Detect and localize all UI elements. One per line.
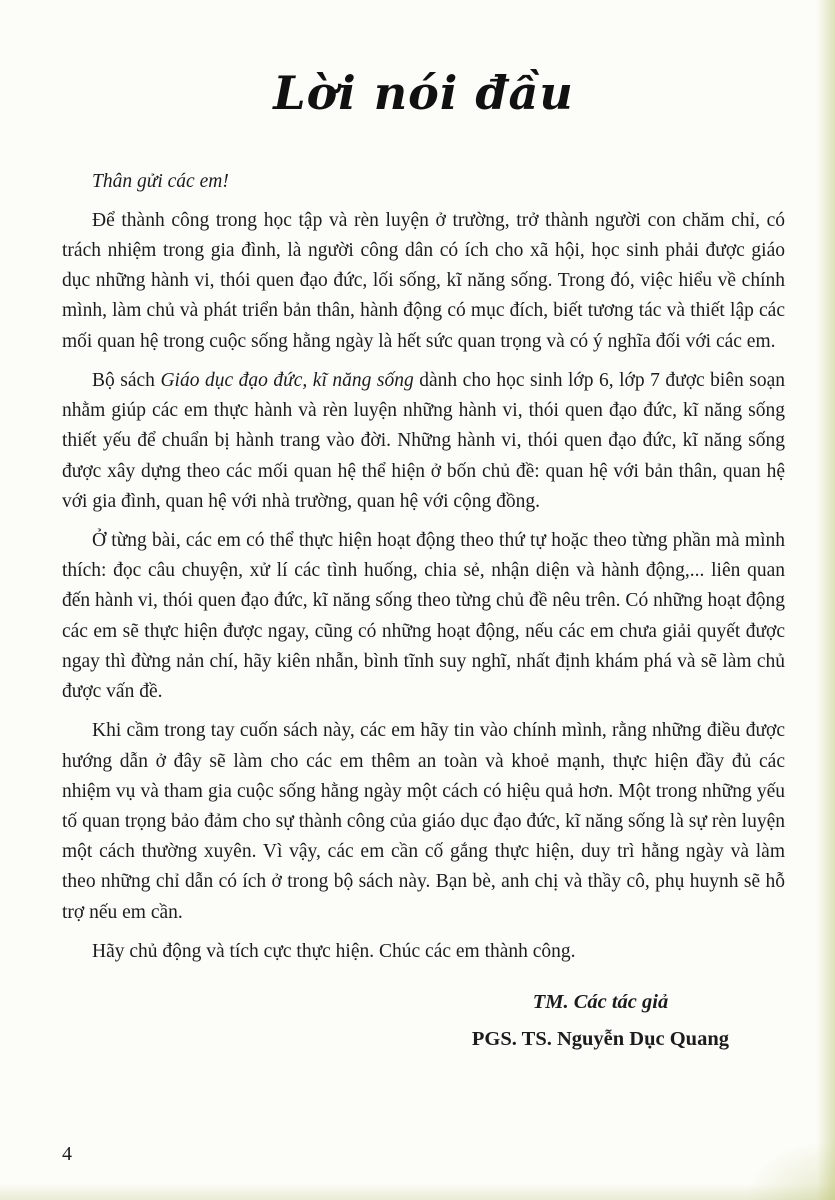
signature-name: PGS. TS. Nguyễn Dục Quang: [471, 1028, 729, 1051]
paragraph: [62, 526, 785, 707]
body-paragraphs: [62, 206, 785, 967]
paragraph: [62, 206, 785, 357]
paragraph-text-segment: dành cho học sinh lớp 6, lớp 7 được biên soạn nhằm giúp các em thực hành và rèn luyện những hành vi, thói quen đạo đức, kĩ năng sống thiết yếu để chuẩn bị hành trang vào đời. Những hành vi, thói quen đạo đức, kĩ năng sống được xây dựng theo các mối quan hệ thể hiện ở bốn chủ đề: quan hệ với bản thân, quan hệ với gia đình, quan hệ với nhà trường, quan hệ với cộng đồng.: [62, 369, 786, 512]
scan-corner-artifact: [745, 1140, 835, 1200]
paragraph: [62, 716, 785, 928]
paragraph-text-segment: Hãy chủ động và tích cực thực hiện. Chúc các em thành công.: [92, 940, 576, 962]
signature-author-line: TM. Các tác giả: [532, 991, 669, 1014]
paragraph: [62, 366, 785, 517]
page-title: Lời nói đầu: [273, 66, 574, 120]
scan-edge-artifact-bottom: [0, 1184, 835, 1200]
paragraph-italic-segment: Giáo dục đạo đức, kĩ năng sống: [160, 369, 414, 391]
page-number: 4: [62, 1143, 72, 1165]
signature-block: [472, 991, 729, 1051]
paragraph-text-segment: Ở từng bài, các em có thể thực hiện hoạt động theo thứ tự hoặc theo từng phần mà mình thích: đọc câu chuyện, xử lí các tình huống, chia sẻ, nhận diện và hành động,... liên quan đến hành vi, thói quen đạo đức, kĩ năng sống theo từng chủ đề nêu trên. Có những hoạt động các em sẽ thực hiện được ngay, cũng có những hoạt động, nếu các em chưa giải quyết được ngay thì đừng nản chí, hãy kiên nhẫn, bình tĩnh suy nghĩ, nhất định khám phá và sẽ làm chủ được vấn đề.: [62, 530, 785, 703]
scan-edge-artifact-right: [817, 0, 835, 1200]
paragraph-text-segment: Khi cầm trong tay cuốn sách này, các em hãy tin vào chính mình, rằng những điều được hướng dẫn ở đây sẽ làm cho các em thêm an toàn và khoẻ mạnh, thực hiện đầy đủ các nhiệm vụ và tham gia cuộc sống hằng ngày một cách có hiệu quả hơn. Một trong những yếu tố quan trọng bảo đảm cho sự thành công của giáo dục đạo đức, kĩ năng sống là sự rèn luyện một cách thường xuyên. Vì vậy, các em cần cố gắng thực hiện, duy trì hằng ngày và làm theo những chỉ dẫn có ích ở trong bộ sách này. Bạn bè, anh chị và thầy cô, phụ huynh sẽ hỗ trợ nếu em cần.: [62, 720, 785, 923]
paragraph: [62, 937, 785, 967]
paragraph-text-segment: Bộ sách: [92, 369, 161, 391]
paragraph-text-segment: Để thành công trong học tập và rèn luyện ở trường, trở thành người con chăm chỉ, có trách nhiệm trong gia đình, là người công dân có ích cho xã hội, học sinh phải được giáo dục những hành vi, thói quen đạo đức, lối sống, kĩ năng sống. Trong đó, việc hiểu về chính mình, làm chủ và phát triển bản thân, hành động có mục đích, biết tương tác và thiết lập các mối quan hệ trong cuộc sống hằng ngày là hết sức quan trọng và có ý nghĩa đối với các em.: [62, 209, 785, 352]
salutation: Thân gửi các em!: [92, 170, 229, 192]
